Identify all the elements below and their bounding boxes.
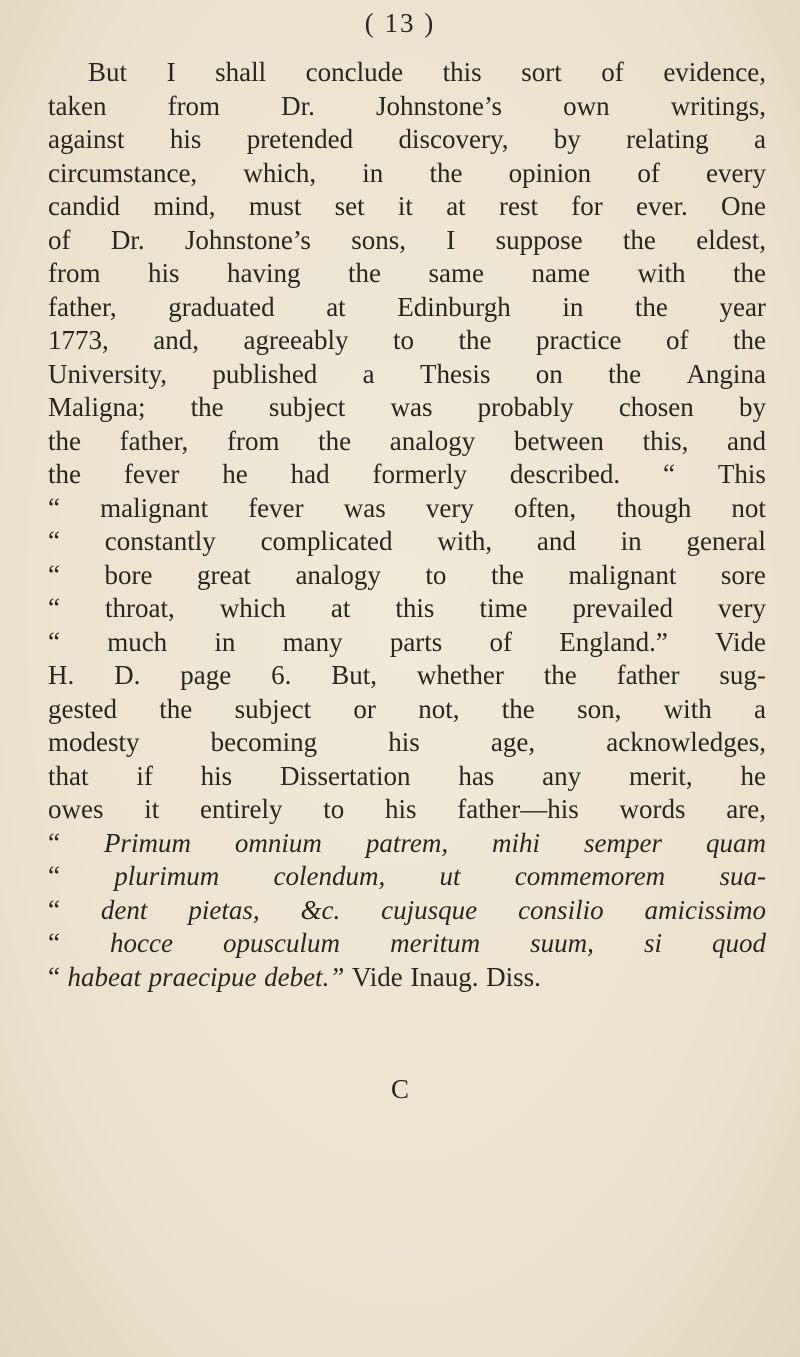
word: having [227, 258, 301, 288]
word: rest [498, 191, 538, 221]
word: this [395, 593, 435, 623]
text-line-italic [48, 961, 766, 995]
word: whether [416, 660, 504, 690]
word: the [48, 425, 81, 456]
word: much [107, 626, 168, 657]
word: the [348, 258, 381, 288]
word: “ [48, 492, 60, 523]
text-line [48, 525, 766, 559]
word: to [392, 325, 414, 355]
text-line [48, 425, 766, 459]
word: constantly [104, 526, 216, 556]
word: owes [48, 794, 104, 824]
text-line [48, 224, 766, 258]
word: with [663, 693, 712, 724]
text-line-italic [48, 827, 766, 861]
word: at [446, 191, 466, 221]
word: many [282, 626, 343, 657]
word: throat, [105, 593, 175, 623]
word: in [214, 626, 236, 657]
word: from [167, 90, 221, 121]
text-line [48, 760, 766, 794]
word: father, [119, 425, 189, 456]
word: that [48, 760, 89, 791]
word: of [489, 626, 512, 657]
word: quod [712, 928, 766, 958]
word: of [48, 224, 71, 255]
word: opusculum [223, 928, 341, 958]
word: commemorem [514, 861, 666, 891]
word: from [48, 258, 101, 288]
word: mihi [492, 827, 541, 858]
text-line [48, 190, 766, 224]
word: Edinburgh [397, 291, 511, 322]
word: si [643, 928, 662, 958]
word: at [330, 593, 351, 623]
word: not [731, 492, 766, 523]
word: candid [48, 191, 120, 221]
word: by [738, 392, 766, 422]
word: his [200, 760, 233, 791]
word: was [390, 392, 433, 422]
word: Angina [686, 358, 766, 389]
word: general [686, 526, 766, 556]
word: amicissimo [644, 894, 766, 925]
word: it [397, 191, 413, 221]
word: father—his [457, 794, 579, 824]
word: “ [48, 827, 60, 858]
word: to [323, 794, 345, 824]
word: consilio [518, 894, 604, 925]
word: patrem, [365, 827, 449, 858]
word: H. [48, 660, 75, 690]
word: sua- [719, 861, 766, 891]
word: of [665, 325, 689, 355]
word: a [754, 693, 766, 724]
word: plurimum [114, 861, 220, 891]
word: time [479, 593, 528, 623]
text-line [48, 324, 766, 358]
word: son, [577, 693, 622, 724]
word: habeat [67, 961, 142, 992]
page-number: ( 13 ) [364, 8, 436, 38]
word: if [136, 760, 153, 791]
text-line [48, 626, 766, 660]
word: of [601, 57, 624, 87]
word: of [637, 157, 660, 188]
word: eldest, [696, 224, 766, 255]
word: Vide [351, 961, 403, 992]
word: has [458, 760, 495, 791]
word: the [190, 392, 224, 422]
text-line [48, 592, 766, 626]
word: by [553, 124, 581, 154]
word: or [353, 693, 376, 724]
word: his [385, 794, 417, 824]
word: Inaug. [410, 961, 479, 992]
text-line [48, 257, 766, 291]
word: D. [114, 660, 141, 690]
word: writings, [670, 90, 766, 121]
word: conclude [305, 57, 404, 87]
word: he [740, 760, 766, 791]
word: Vide [715, 626, 766, 657]
text-line [48, 291, 766, 325]
word: words [619, 794, 686, 824]
word: which, [243, 157, 317, 188]
word: “ [48, 526, 60, 556]
word: “ [48, 861, 60, 891]
word: I [446, 224, 456, 255]
word: suum, [530, 928, 594, 958]
word: This [717, 459, 766, 489]
word: his [147, 258, 180, 288]
word: published [212, 358, 318, 389]
word: between [513, 425, 604, 456]
word: great [196, 559, 251, 590]
word: own [563, 90, 610, 121]
word: formerly [372, 459, 468, 489]
word: merit, [628, 760, 693, 791]
word: malignant [100, 492, 209, 523]
word: Dissertation [280, 760, 411, 791]
word: Johnstone’s [376, 90, 503, 121]
word: One [721, 191, 766, 221]
word: not, [418, 693, 460, 724]
word: complicated [260, 526, 393, 556]
word: “ [48, 593, 60, 623]
word: in [620, 526, 642, 556]
word: parts [389, 626, 443, 657]
text-line [48, 793, 766, 827]
word: his [169, 124, 202, 154]
word: Maligna; [48, 392, 146, 422]
text-line [48, 123, 766, 157]
word: subject [234, 693, 312, 724]
text-line [48, 90, 766, 124]
word: prevailed [572, 593, 673, 623]
word: and, [153, 325, 199, 355]
word: graduated [168, 291, 275, 322]
word: analogy [295, 559, 381, 590]
word: on [535, 358, 563, 389]
word: the [732, 258, 766, 288]
word: very [718, 593, 766, 623]
word: chosen [618, 392, 694, 422]
word: sore [720, 559, 766, 590]
word: the [318, 425, 352, 456]
word: which [219, 593, 286, 623]
word: “ [48, 928, 60, 958]
text-line [48, 726, 766, 760]
word: I [166, 57, 176, 87]
word: hocce [110, 928, 173, 958]
word: quam [705, 827, 766, 858]
word: though [616, 492, 692, 523]
word: bore [104, 559, 153, 590]
word: debet.” [264, 961, 345, 992]
text-line-italic [48, 894, 766, 928]
word: relating [626, 124, 709, 154]
word: subject [268, 392, 346, 422]
word: “ [48, 626, 60, 657]
word: his [388, 727, 420, 757]
text-line-italic [48, 860, 766, 894]
word: the [543, 660, 577, 690]
word: any [542, 760, 582, 791]
word: mind, [153, 191, 216, 221]
word: often, [513, 492, 577, 523]
word: pretended [246, 124, 354, 154]
word: set [334, 191, 365, 221]
word: described. [509, 459, 621, 489]
word: fever [248, 492, 304, 523]
word: practice [536, 325, 622, 355]
word: 1773, [48, 325, 109, 355]
word: 6. [271, 660, 292, 690]
word: age, [490, 727, 536, 757]
word: suppose [495, 224, 583, 255]
word: gested [48, 693, 117, 724]
word: page [180, 660, 232, 690]
word: probably [477, 392, 574, 422]
word: the [490, 559, 524, 590]
word: was [343, 492, 386, 523]
word: “ [48, 894, 60, 925]
word: ut [439, 861, 461, 891]
word: sug- [719, 660, 766, 690]
word: University, [48, 358, 167, 389]
word: this [442, 57, 482, 87]
word: at [326, 291, 346, 322]
word: must [248, 191, 302, 221]
word: and [727, 425, 766, 456]
word: cujusque [381, 894, 478, 925]
word: But, [331, 660, 377, 690]
word: taken [48, 90, 107, 121]
text-line [48, 492, 766, 526]
word: “ [48, 961, 60, 992]
word: ever. [636, 191, 688, 221]
word: “ [663, 459, 676, 489]
text-line [48, 358, 766, 392]
word: “ [48, 559, 60, 590]
word: discovery, [398, 124, 509, 154]
word: entirely [200, 794, 283, 824]
word: shall [215, 57, 267, 87]
word: praecipue [148, 961, 257, 992]
word: father [616, 660, 680, 690]
signature-mark: C [390, 1074, 409, 1104]
word: this, [642, 425, 689, 456]
word: Dr. [281, 90, 315, 121]
word: the [48, 459, 81, 489]
text-line [48, 559, 766, 593]
word: Primum [103, 827, 191, 858]
text-line [48, 659, 766, 693]
word: for [571, 191, 603, 221]
word: the [634, 291, 668, 322]
text-line [48, 56, 766, 90]
text-line [48, 458, 766, 492]
word: the [159, 693, 193, 724]
word: in [562, 291, 584, 322]
word: to [425, 559, 447, 590]
word: Thesis [419, 358, 491, 389]
word: in [362, 157, 384, 188]
word: with [637, 258, 686, 288]
word: every [705, 157, 766, 188]
word: the [622, 224, 656, 255]
word: analogy [389, 425, 476, 456]
word: becoming [210, 727, 318, 757]
word: dent [100, 894, 148, 925]
word: &c. [300, 894, 341, 925]
word: Dr. [110, 224, 145, 255]
word: the [501, 693, 535, 724]
body-text [48, 56, 766, 994]
word: circumstance, [48, 157, 198, 188]
word: from [226, 425, 280, 456]
word: meritum [390, 928, 481, 958]
word: against [48, 124, 125, 154]
word: But [88, 57, 128, 87]
word: he [222, 459, 248, 489]
word: Johnstone’s [184, 224, 311, 255]
word: are, [726, 794, 766, 824]
word: with, [437, 526, 493, 556]
word: the [429, 157, 463, 188]
word: colendum, [273, 861, 386, 891]
text-line [48, 391, 766, 425]
word: the [608, 358, 642, 389]
word: same [428, 258, 484, 288]
word: a [362, 358, 375, 389]
text-line-italic [48, 927, 766, 961]
word: agreeably [243, 325, 349, 355]
word: had [290, 459, 330, 489]
word: evidence, [663, 57, 766, 87]
word: England.” [559, 626, 668, 657]
word: father, [48, 291, 117, 322]
word: very [425, 492, 474, 523]
word: and [536, 526, 576, 556]
text-line [48, 693, 766, 727]
word: sort [521, 57, 562, 87]
word: a [753, 124, 766, 154]
word: sons, [351, 224, 406, 255]
word: fever [123, 459, 180, 489]
word: Diss. [486, 961, 541, 992]
word: the [732, 325, 766, 355]
word: year [719, 291, 766, 322]
word: semper [584, 827, 662, 858]
word: name [531, 258, 590, 288]
word: malignant [568, 559, 677, 590]
word: the [458, 325, 492, 355]
word: modesty [48, 727, 140, 757]
word: acknowledges, [606, 727, 766, 757]
word: opinion [508, 157, 592, 188]
text-line [48, 157, 766, 191]
word: omnium [234, 827, 322, 858]
word: pietas, [188, 894, 260, 925]
word: it [144, 794, 160, 824]
